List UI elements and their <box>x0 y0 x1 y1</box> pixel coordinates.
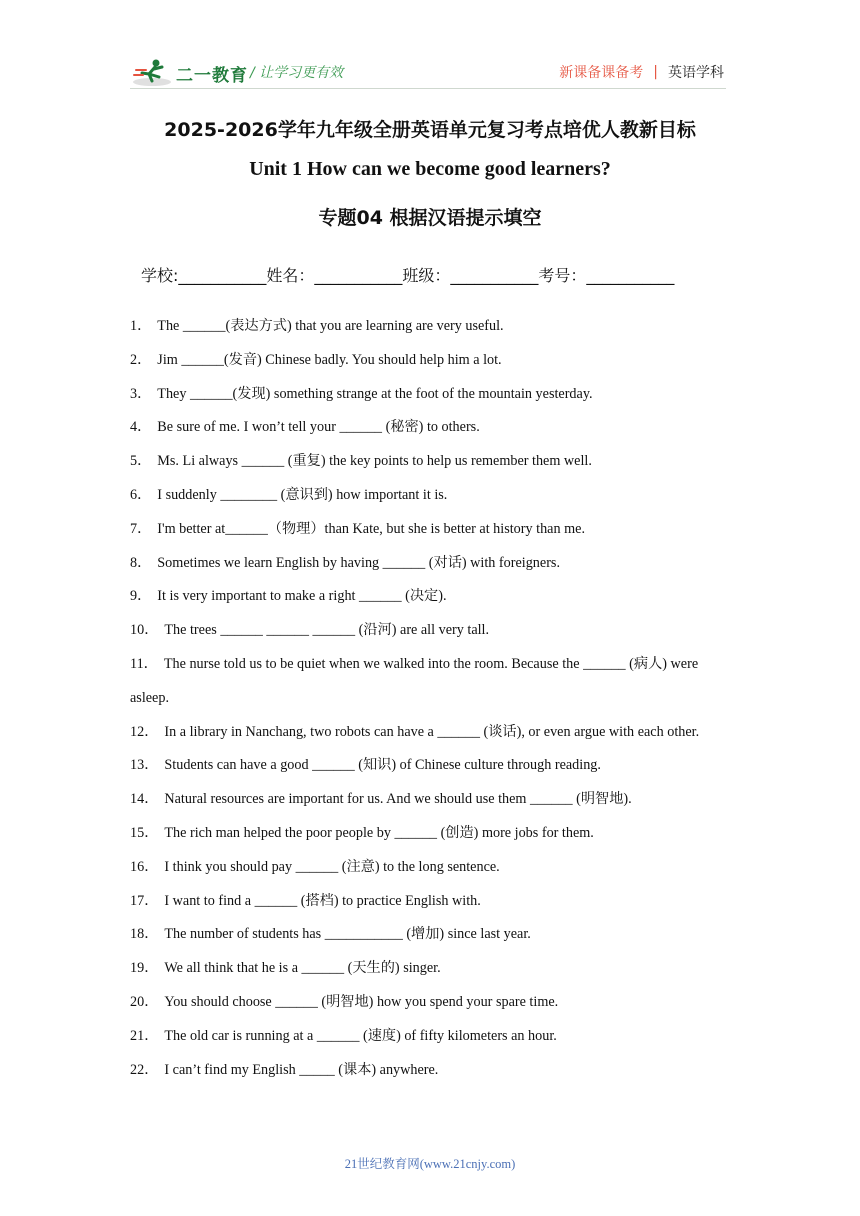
question-number: 13． <box>130 757 159 774</box>
question-number: 5． <box>130 453 152 470</box>
question-number: 2． <box>130 351 152 368</box>
question-text: Sometimes we learn English by having ______ (对话) with foreigners. <box>157 554 560 571</box>
question-number: 16． <box>130 858 159 875</box>
question-item <box>130 614 730 648</box>
question-item <box>130 513 730 547</box>
question-text: Ms. Li always ______ (重复) the key points to help us remember them well. <box>157 453 592 470</box>
question-item <box>130 952 730 986</box>
question-number: 11． <box>130 655 158 672</box>
document-title: 2025-2026学年九年级全册英语单元复习考点培优人教新目标 <box>164 119 696 141</box>
question-item <box>130 580 730 614</box>
question-item <box>130 344 730 378</box>
logo-text: 二一教育 <box>176 65 248 86</box>
question-text: They ______(发现) something strange at the foot of the mountain yesterday. <box>157 385 593 402</box>
question-item <box>130 885 730 919</box>
question-item <box>130 445 730 479</box>
slogan: / 让学习更有效 <box>250 65 344 81</box>
question-text: Jim ______(发音) Chinese badly. You should help him a lot. <box>157 351 502 368</box>
question-number: 1． <box>130 318 152 334</box>
question-number: 9． <box>130 588 152 605</box>
question-number: 6． <box>130 486 152 503</box>
question-item <box>130 716 730 750</box>
question-number: 18． <box>130 926 159 943</box>
question-text: I suddenly ________ (意识到) how important it is. <box>157 486 448 503</box>
question-item <box>130 851 730 885</box>
question-number: 14． <box>130 791 159 808</box>
question-item <box>130 378 730 412</box>
page-footer: 21世纪教育网(www.21cnjy.com) <box>344 1157 516 1171</box>
question-item <box>130 986 730 1020</box>
header-right <box>559 62 724 82</box>
question-text: Students can have a good ______ (知识) of Chinese culture through reading. <box>164 757 601 774</box>
question-text: It is very important to make a right ______ (决定). <box>157 588 447 605</box>
header-tagline: 新课备课备考 <box>559 65 644 81</box>
question-item <box>130 817 730 851</box>
question-text: The rich man helped the poor people by ______ (创造) more jobs for them. <box>164 824 594 841</box>
question-text: Be sure of me. I won’t tell your ______ (秘密) to others. <box>157 419 480 436</box>
question-item <box>130 783 730 817</box>
question-text: The number of students has ___________ (增加) since last year. <box>164 926 531 943</box>
question-item <box>130 918 730 952</box>
question-number: 22． <box>130 1061 159 1078</box>
question-text: I can’t find my English _____ (课本) anywhere. <box>164 1061 439 1078</box>
question-text: The ______(表达方式) that you are learning are very useful. <box>157 318 504 334</box>
question-item <box>130 310 730 344</box>
question-text: The old car is running at a ______ (速度) of fifty kilometers an hour. <box>164 1027 557 1044</box>
header-divider <box>130 88 726 89</box>
question-item <box>130 411 730 445</box>
question-text: You should choose ______ (明智地) how you spend your spare time. <box>164 993 559 1010</box>
question-list <box>130 310 730 1087</box>
header-subject: 英语学科 <box>668 65 724 81</box>
question-number: 10． <box>130 622 159 639</box>
student-info-line: 学校:___________姓名：___________班级：___________考号：___________ <box>141 266 675 285</box>
question-item <box>130 547 730 581</box>
question-text: We all think that he is a ______ (天生的) singer. <box>164 960 441 977</box>
header-separator: | <box>653 64 658 80</box>
question-item <box>130 1020 730 1054</box>
question-item <box>130 749 730 783</box>
runner-logo-icon <box>132 58 172 88</box>
question-item <box>130 648 730 716</box>
question-number: 15． <box>130 824 159 841</box>
page-header <box>0 0 860 100</box>
question-text: I want to find a ______ (搭档) to practice English with. <box>164 892 481 909</box>
question-text: The trees ______ ______ ______ (沿河) are all very tall. <box>164 622 490 639</box>
question-number: 21． <box>130 1027 159 1044</box>
section-title: 专题04 根据汉语提示填空 <box>318 207 542 229</box>
question-number: 20． <box>130 993 159 1010</box>
question-number: 3． <box>130 385 152 402</box>
question-number: 17． <box>130 892 159 909</box>
question-number: 12． <box>130 723 159 740</box>
question-text: I think you should pay ______ (注意) to the long sentence. <box>164 858 500 875</box>
question-item <box>130 479 730 513</box>
question-text: I'm better at______（物理）than Kate, but she is better at history than me. <box>157 520 585 537</box>
question-number: 19． <box>130 960 159 977</box>
question-number: 4． <box>130 419 152 436</box>
unit-title: Unit 1 How can we become good learners? <box>249 158 611 180</box>
site-logo[interactable] <box>132 56 248 90</box>
question-text: The nurse told us to be quiet when we walked into the room. Because the ______ (病人) were asleep. <box>130 655 699 706</box>
question-text: In a library in Nanchang, two robots can have a ______ (谈话), or even argue with each other. <box>164 723 700 740</box>
question-number: 7． <box>130 520 152 537</box>
question-text: Natural resources are important for us. And we should use them ______ (明智地). <box>164 791 632 808</box>
question-item <box>130 1054 730 1088</box>
question-number: 8． <box>130 554 152 571</box>
